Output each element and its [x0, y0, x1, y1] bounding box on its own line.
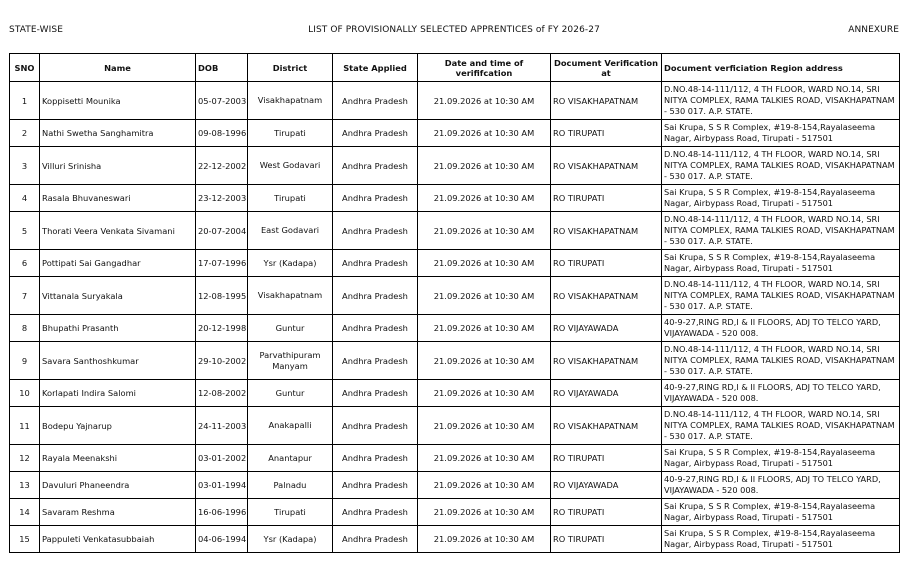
table-row [10, 380, 900, 407]
cell-address: 40-9-27,RING RD,I & II FLOORS, ADJ TO TELCO YARD, VIJAYAWADA - 520 008. [662, 315, 900, 342]
table-row [10, 82, 900, 120]
cell-verification-at: RO VIJAYAWADA [551, 472, 662, 499]
cell-district: Guntur [248, 315, 333, 342]
cell-datetime: 21.09.2026 at 10:30 AM [418, 380, 551, 407]
cell-sno: 7 [10, 277, 40, 315]
cell-dob: 12-08-1995 [196, 277, 248, 315]
cell-state: Andhra Pradesh [333, 250, 418, 277]
cell-name: Nathi Swetha Sanghamitra [40, 120, 196, 147]
cell-address: D.NO.48-14-111/112, 4 TH FLOOR, WARD NO.14, SRI NITYA COMPLEX, RAMA TALKIES ROAD, VISAKHAPATNAM - 530 017. A.P. STATE. [662, 342, 900, 380]
cell-sno: 9 [10, 342, 40, 380]
cell-verification-at: RO VIJAYAWADA [551, 380, 662, 407]
cell-datetime: 21.09.2026 at 10:30 AM [418, 212, 551, 250]
cell-verification-at: RO VISAKHAPATNAM [551, 407, 662, 445]
cell-name: Koppisetti Mounika [40, 82, 196, 120]
cell-dob: 20-12-1998 [196, 315, 248, 342]
cell-district: Tirupati [248, 120, 333, 147]
cell-datetime: 21.09.2026 at 10:30 AM [418, 147, 551, 185]
cell-state: Andhra Pradesh [333, 526, 418, 553]
cell-verification-at: RO VISAKHAPATNAM [551, 147, 662, 185]
cell-verification-at: RO VISAKHAPATNAM [551, 212, 662, 250]
col-header-verification-at: Document Verification at [551, 54, 662, 82]
cell-name: Vittanala Suryakala [40, 277, 196, 315]
document-title: LIST OF PROVISIONALLY SELECTED APPRENTICES of FY 2026-27 [308, 25, 600, 35]
cell-name: Villuri Srinisha [40, 147, 196, 185]
cell-dob: 20-07-2004 [196, 212, 248, 250]
cell-dob: 16-06-1996 [196, 499, 248, 526]
table-row [10, 277, 900, 315]
cell-dob: 09-08-1996 [196, 120, 248, 147]
cell-address: D.NO.48-14-111/112, 4 TH FLOOR, WARD NO.14, SRI NITYA COMPLEX, RAMA TALKIES ROAD, VISAKHAPATNAM - 530 017. A.P. STATE. [662, 82, 900, 120]
cell-district: Visakhapatnam [248, 82, 333, 120]
table-row [10, 472, 900, 499]
cell-verification-at: RO TIRUPATI [551, 526, 662, 553]
cell-verification-at: RO VISAKHAPATNAM [551, 342, 662, 380]
cell-district: Anakapalli [248, 407, 333, 445]
cell-sno: 12 [10, 445, 40, 472]
cell-verification-at: RO TIRUPATI [551, 120, 662, 147]
cell-sno: 14 [10, 499, 40, 526]
cell-district: Guntur [248, 380, 333, 407]
cell-datetime: 21.09.2026 at 10:30 AM [418, 120, 551, 147]
cell-verification-at: RO VISAKHAPATNAM [551, 277, 662, 315]
cell-state: Andhra Pradesh [333, 82, 418, 120]
cell-state: Andhra Pradesh [333, 342, 418, 380]
cell-state: Andhra Pradesh [333, 315, 418, 342]
cell-datetime: 21.09.2026 at 10:30 AM [418, 185, 551, 212]
table-row [10, 342, 900, 380]
cell-name: Thorati Veera Venkata Sivamani [40, 212, 196, 250]
cell-verification-at: RO TIRUPATI [551, 250, 662, 277]
cell-district: Visakhapatnam [248, 277, 333, 315]
cell-name: Savara Santhoshkumar [40, 342, 196, 380]
cell-address: 40-9-27,RING RD,I & II FLOORS, ADJ TO TELCO YARD, VIJAYAWADA - 520 008. [662, 472, 900, 499]
cell-state: Andhra Pradesh [333, 445, 418, 472]
cell-datetime: 21.09.2026 at 10:30 AM [418, 315, 551, 342]
cell-name: Rayala Meenakshi [40, 445, 196, 472]
cell-datetime: 21.09.2026 at 10:30 AM [418, 499, 551, 526]
cell-district: Tirupati [248, 185, 333, 212]
cell-sno: 3 [10, 147, 40, 185]
cell-name: Pottipati Sai Gangadhar [40, 250, 196, 277]
cell-district: Ysr (Kadapa) [248, 250, 333, 277]
cell-state: Andhra Pradesh [333, 120, 418, 147]
table-row [10, 185, 900, 212]
cell-verification-at: RO TIRUPATI [551, 185, 662, 212]
cell-datetime: 21.09.2026 at 10:30 AM [418, 407, 551, 445]
cell-state: Andhra Pradesh [333, 147, 418, 185]
table-row [10, 499, 900, 526]
cell-state: Andhra Pradesh [333, 277, 418, 315]
cell-datetime: 21.09.2026 at 10:30 AM [418, 445, 551, 472]
cell-state: Andhra Pradesh [333, 407, 418, 445]
cell-dob: 03-01-1994 [196, 472, 248, 499]
cell-address: Sai Krupa, S S R Complex, #19-8-154,Rayalaseema Nagar, Airbypass Road, Tirupati - 517501 [662, 499, 900, 526]
cell-district: East Godavari [248, 212, 333, 250]
cell-address: D.NO.48-14-111/112, 4 TH FLOOR, WARD NO.14, SRI NITYA COMPLEX, RAMA TALKIES ROAD, VISAKHAPATNAM - 530 017. A.P. STATE. [662, 212, 900, 250]
cell-dob: 05-07-2003 [196, 82, 248, 120]
cell-sno: 15 [10, 526, 40, 553]
cell-address: Sai Krupa, S S R Complex, #19-8-154,Rayalaseema Nagar, Airbypass Road, Tirupati - 517501 [662, 185, 900, 212]
table-row [10, 250, 900, 277]
cell-district: Tirupati [248, 499, 333, 526]
cell-dob: 12-08-2002 [196, 380, 248, 407]
cell-verification-at: RO VIJAYAWADA [551, 315, 662, 342]
cell-name: Bodepu Yajnarup [40, 407, 196, 445]
col-header-name: Name [40, 54, 196, 82]
cell-name: Rasala Bhuvaneswari [40, 185, 196, 212]
cell-address: Sai Krupa, S S R Complex, #19-8-154,Rayalaseema Nagar, Airbypass Road, Tirupati - 517501 [662, 526, 900, 553]
cell-sno: 1 [10, 82, 40, 120]
table-row [10, 120, 900, 147]
col-header-address: Document verficiation Region address [662, 54, 900, 82]
cell-address: D.NO.48-14-111/112, 4 TH FLOOR, WARD NO.14, SRI NITYA COMPLEX, RAMA TALKIES ROAD, VISAKHAPATNAM - 530 017. A.P. STATE. [662, 147, 900, 185]
table-row [10, 315, 900, 342]
cell-address: 40-9-27,RING RD,I & II FLOORS, ADJ TO TELCO YARD, VIJAYAWADA - 520 008. [662, 380, 900, 407]
annexure-label: ANNEXURE [848, 25, 899, 35]
cell-name: Korlapati Indira Salomi [40, 380, 196, 407]
cell-sno: 10 [10, 380, 40, 407]
cell-dob: 23-12-2003 [196, 185, 248, 212]
cell-sno: 6 [10, 250, 40, 277]
col-header-dob: DOB [196, 54, 248, 82]
cell-verification-at: RO VISAKHAPATNAM [551, 82, 662, 120]
cell-state: Andhra Pradesh [333, 380, 418, 407]
cell-datetime: 21.09.2026 at 10:30 AM [418, 472, 551, 499]
cell-district: West Godavari [248, 147, 333, 185]
col-header-state: State Applied [333, 54, 418, 82]
cell-address: Sai Krupa, S S R Complex, #19-8-154,Rayalaseema Nagar, Airbypass Road, Tirupati - 517501 [662, 445, 900, 472]
cell-sno: 5 [10, 212, 40, 250]
cell-dob: 03-01-2002 [196, 445, 248, 472]
cell-address: D.NO.48-14-111/112, 4 TH FLOOR, WARD NO.14, SRI NITYA COMPLEX, RAMA TALKIES ROAD, VISAKHAPATNAM - 530 017. A.P. STATE. [662, 407, 900, 445]
cell-sno: 13 [10, 472, 40, 499]
table-row [10, 212, 900, 250]
cell-name: Davuluri Phaneendra [40, 472, 196, 499]
cell-address: D.NO.48-14-111/112, 4 TH FLOOR, WARD NO.14, SRI NITYA COMPLEX, RAMA TALKIES ROAD, VISAKHAPATNAM - 530 017. A.P. STATE. [662, 277, 900, 315]
cell-sno: 8 [10, 315, 40, 342]
cell-state: Andhra Pradesh [333, 185, 418, 212]
cell-dob: 29-10-2002 [196, 342, 248, 380]
table-row [10, 526, 900, 553]
table-row [10, 407, 900, 445]
cell-district: Ysr (Kadapa) [248, 526, 333, 553]
table-row [10, 445, 900, 472]
cell-datetime: 21.09.2026 at 10:30 AM [418, 342, 551, 380]
cell-datetime: 21.09.2026 at 10:30 AM [418, 82, 551, 120]
cell-sno: 11 [10, 407, 40, 445]
cell-datetime: 21.09.2026 at 10:30 AM [418, 277, 551, 315]
cell-district: Anantapur [248, 445, 333, 472]
cell-dob: 24-11-2003 [196, 407, 248, 445]
cell-name: Savaram Reshma [40, 499, 196, 526]
cell-sno: 2 [10, 120, 40, 147]
cell-datetime: 21.09.2026 at 10:30 AM [418, 526, 551, 553]
table-body [10, 82, 900, 553]
cell-sno: 4 [10, 185, 40, 212]
cell-dob: 17-07-1996 [196, 250, 248, 277]
cell-state: Andhra Pradesh [333, 499, 418, 526]
table-header-row [10, 54, 900, 82]
apprentices-table [9, 53, 900, 553]
cell-address: Sai Krupa, S S R Complex, #19-8-154,Rayalaseema Nagar, Airbypass Road, Tirupati - 517501 [662, 250, 900, 277]
cell-district: Palnadu [248, 472, 333, 499]
cell-verification-at: RO TIRUPATI [551, 445, 662, 472]
cell-verification-at: RO TIRUPATI [551, 499, 662, 526]
cell-dob: 22-12-2002 [196, 147, 248, 185]
cell-address: Sai Krupa, S S R Complex, #19-8-154,Rayalaseema Nagar, Airbypass Road, Tirupati - 517501 [662, 120, 900, 147]
cell-datetime: 21.09.2026 at 10:30 AM [418, 250, 551, 277]
header-left-label: STATE-WISE [9, 25, 63, 35]
cell-district: Parvathipuram Manyam [248, 342, 333, 380]
col-header-datetime: Date and time of verififcation [418, 54, 551, 82]
cell-name: Bhupathi Prasanth [40, 315, 196, 342]
col-header-sno: SNO [10, 54, 40, 82]
col-header-district: District [248, 54, 333, 82]
cell-dob: 04-06-1994 [196, 526, 248, 553]
cell-state: Andhra Pradesh [333, 472, 418, 499]
table-row [10, 147, 900, 185]
cell-name: Pappuleti Venkatasubbaiah [40, 526, 196, 553]
cell-state: Andhra Pradesh [333, 212, 418, 250]
